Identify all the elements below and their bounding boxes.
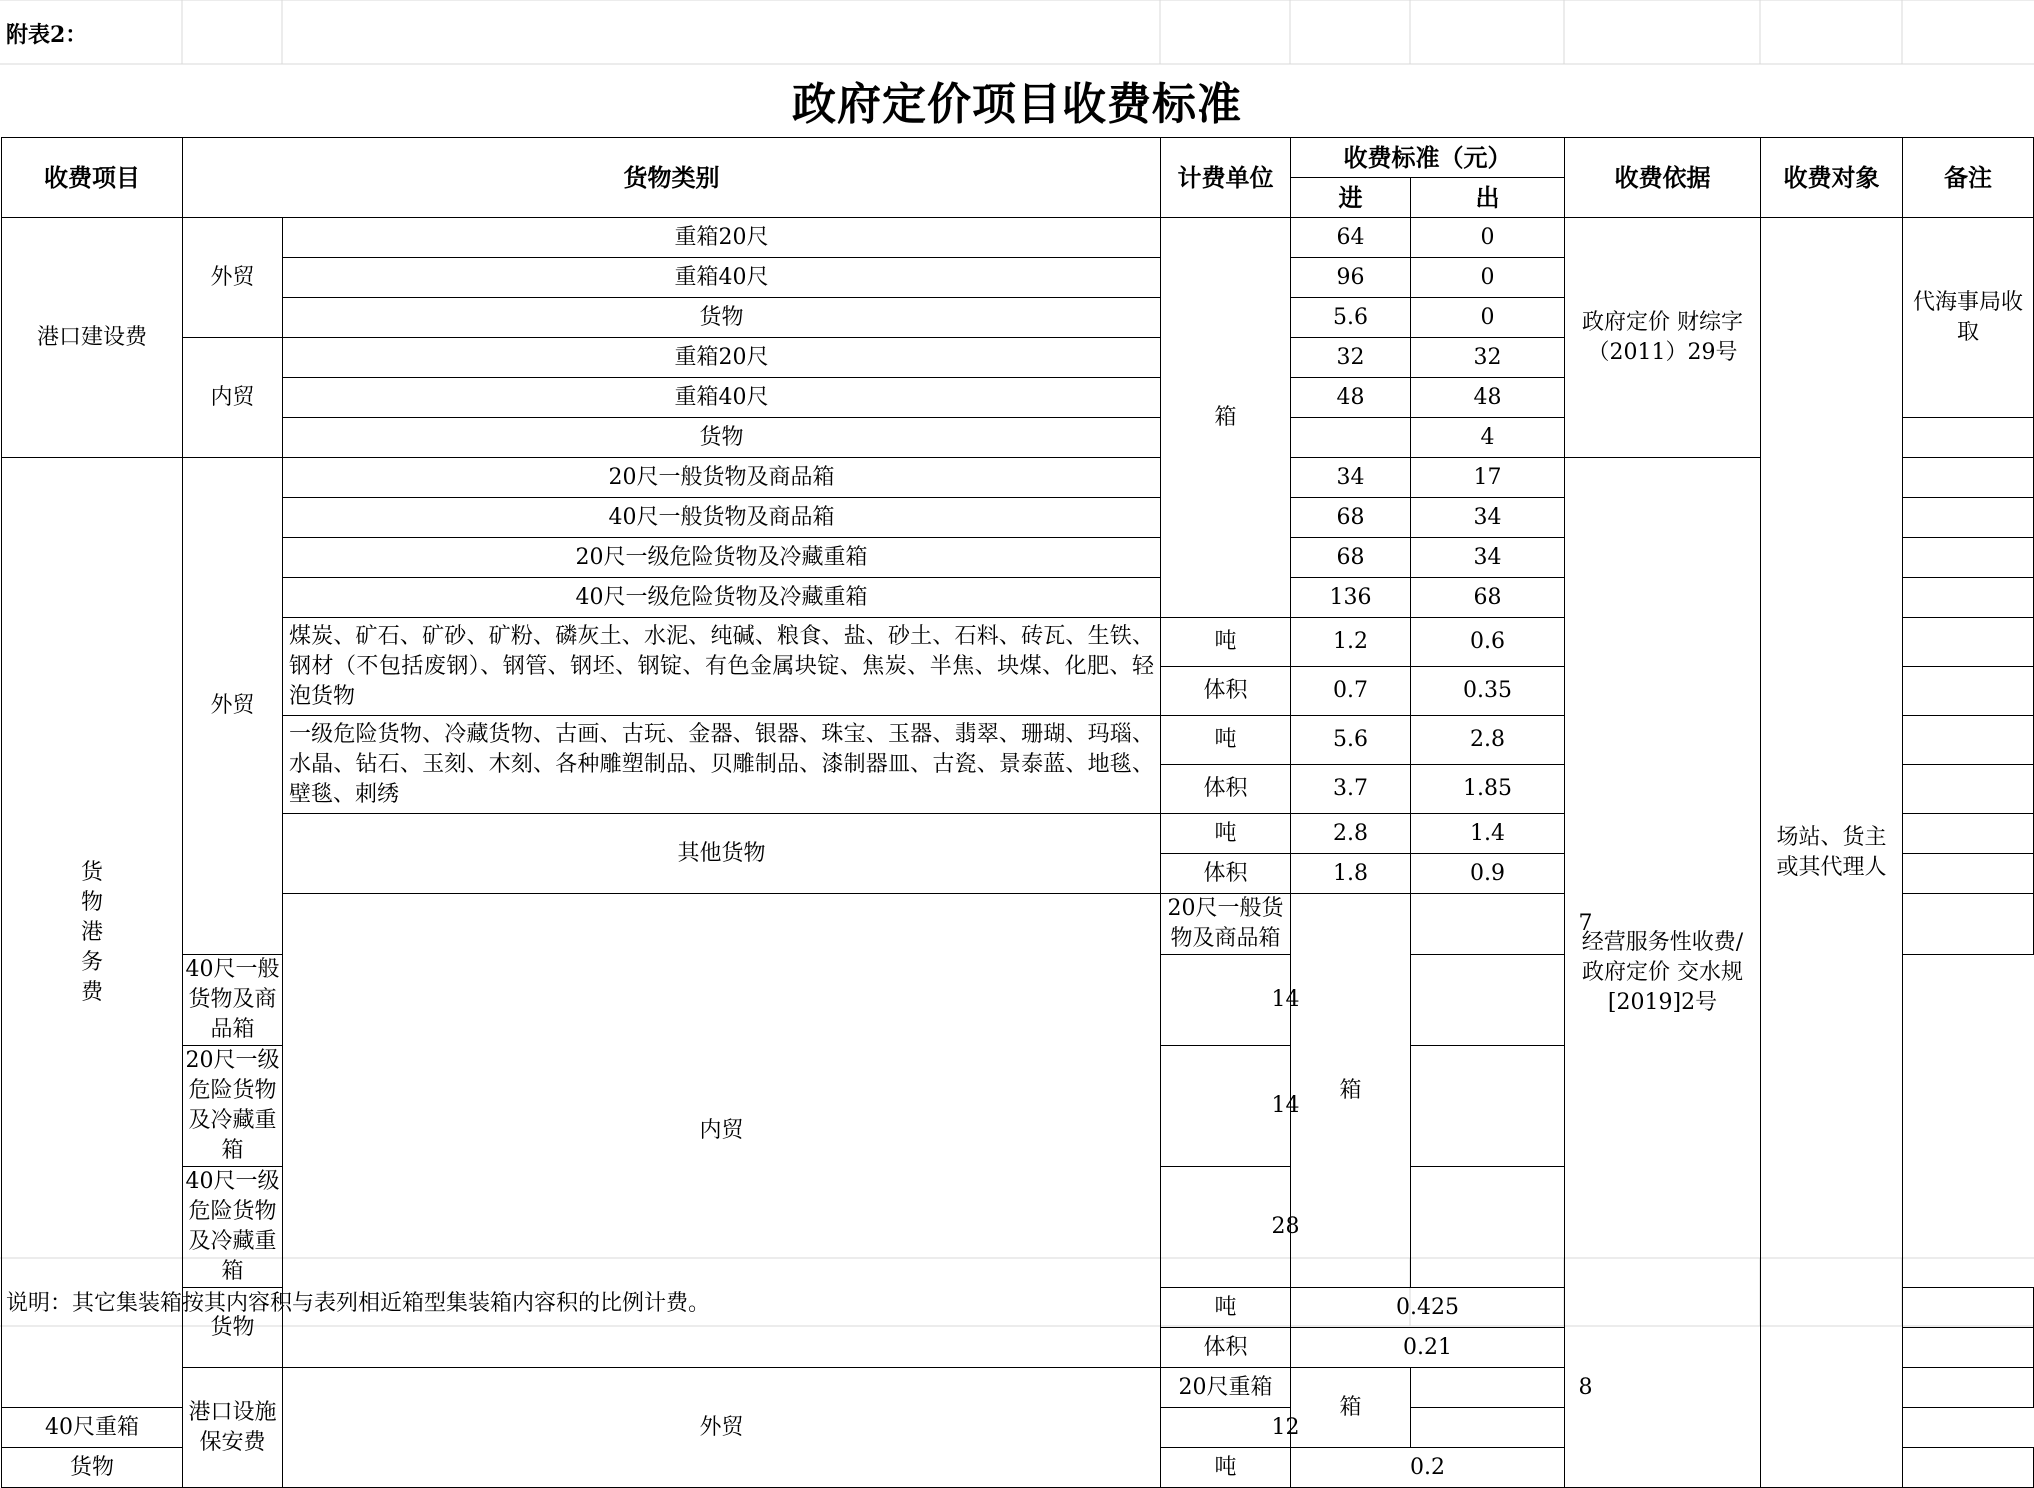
unit-cell: 吨 [1161,716,1291,765]
header-item: 收费项目 [2,138,183,218]
category-cell: 重箱40尺 [283,258,1161,298]
remark-empty-cell [1903,894,2034,955]
category-cell: 重箱40尺 [283,378,1161,418]
fee-merged-cell: 8 [1411,1368,1761,1408]
fee-out-cell: 0 [1411,298,1565,338]
annex-label: 附表2： [6,22,88,48]
footnote: 说明：其它集装箱按其内容积与表列相近箱型集装箱内容积的比例计费。 [6,1291,711,1316]
unit-cell: 体积 [1161,667,1291,716]
fee-out-cell: 32 [1411,338,1565,378]
fee-in-cell: 0.7 [1291,667,1411,716]
fee-out-cell: 0.6 [1411,618,1565,667]
category-cell: 20尺一级危险货物及冷藏重箱 [283,538,1161,578]
remark-empty-cell [1903,418,2034,458]
fee-out-cell: 34 [1411,498,1565,538]
fee-out-cell: 2.8 [1411,716,1565,765]
fee-in-cell: 32 [1291,338,1411,378]
fee-in-cell: 96 [1291,258,1411,298]
remark-empty-cell [1903,667,2034,716]
header-in: 进 [1291,178,1411,218]
category-cell: 20尺一般货物及商品箱 [1161,894,1291,955]
remark-empty-cell [1411,1408,1565,1448]
section-construction-name: 港口建设费 [2,218,183,458]
unit-cell: 吨 [1161,618,1291,667]
category-cell: 40尺一级危险货物及冷藏重箱 [183,1167,283,1288]
fee-out-cell: 68 [1411,578,1565,618]
fee-in-cell: 34 [1291,458,1411,498]
fee-out-cell: 0 [1411,258,1565,298]
category-cell: 20尺一级危险货物及冷藏重箱 [183,1046,283,1167]
fee-out-cell: 4 [1411,418,1565,458]
fee-merged-cell: 12 [1161,1408,1411,1448]
category-cell: 重箱20尺 [283,218,1161,258]
header-unit: 计费单位 [1161,138,1291,218]
category-cell: 货物 [2,1448,183,1488]
fee-in-cell: 68 [1291,538,1411,578]
fee-in-cell: 1.2 [1291,618,1411,667]
fee-out-cell: 34 [1411,538,1565,578]
unit-box-cell: 箱 [1161,218,1291,618]
fee-in-cell: 5.6 [1291,298,1411,338]
header-basis: 收费依据 [1565,138,1761,218]
unit-box-cell: 箱 [1291,894,1411,1288]
bulk-category-1: 煤炭、矿石、矿砂、矿粉、磷灰土、水泥、纯碱、粮食、盐、砂土、石料、砖瓦、生铁、钢材（不包括废钢）、钢管、钢坯、钢锭、有色金属块锭、焦炭、半焦、块煤、化肥、轻泡货物 [283,618,1161,716]
remark-empty-cell [1903,854,2034,894]
fee-out-cell: 0 [1411,218,1565,258]
category-cell: 40尺一级危险货物及冷藏重箱 [283,578,1161,618]
fee-in-cell: 1.8 [1291,854,1411,894]
fee-in-cell: 48 [1291,378,1411,418]
fee-in-cell: 2.8 [1291,814,1411,854]
header-out: 出 [1411,178,1565,218]
header-remark: 备注 [1903,138,2034,218]
fee-in-cell: 3.7 [1291,765,1411,814]
fee-out-cell: 48 [1411,378,1565,418]
fee-merged-cell: 0.21 [1291,1328,1565,1368]
header-target: 收费对象 [1761,138,1903,218]
fee-out-cell: 17 [1411,458,1565,498]
remark-empty-cell [1903,1288,2034,1328]
security-foreign-label: 外贸 [283,1368,1161,1488]
remark-empty-cell [1411,1167,1565,1288]
fee-in-cell: 136 [1291,578,1411,618]
unit-cell: 吨 [1161,1448,1291,1488]
remark-empty-cell [1903,458,2034,498]
unit-cell: 吨 [1161,1288,1291,1328]
cargo-foreign-label: 外贸 [183,458,283,955]
fee-merged-cell: 14 [1161,1046,1411,1167]
construction-foreign-label: 外贸 [183,218,283,338]
category-cell: 货物 [283,418,1161,458]
fee-merged-cell: 28 [1161,1167,1411,1288]
unit-cell: 吨 [1161,814,1291,854]
fee-in-cell: 5.6 [1291,716,1411,765]
category-cell: 20尺重箱 [1161,1368,1291,1408]
unit-cell: 体积 [1161,854,1291,894]
fee-in-cell: 68 [1291,498,1411,538]
fee-in-cell [1291,418,1411,458]
fee-in-cell: 64 [1291,218,1411,258]
construction-basis: 政府定价 财综字（2011）29号 [1565,218,1761,458]
construction-remark: 代海事局收取 [1903,218,2034,418]
remark-empty-cell [1903,1368,2034,1408]
fee-out-cell: 1.4 [1411,814,1565,854]
fee-merged-cell: 0.425 [1291,1288,1565,1328]
other-goods-category: 其他货物 [283,814,1161,894]
remark-empty-cell [1903,814,2034,854]
category-cell: 货物 [183,1288,283,1368]
unit-cell: 体积 [1161,765,1291,814]
remark-empty-cell [1903,716,2034,765]
fee-out-cell: 1.85 [1411,765,1565,814]
header-category: 货物类别 [183,138,1161,218]
fee-out-cell: 0.35 [1411,667,1565,716]
category-cell: 40尺一般货物及商品箱 [283,498,1161,538]
category-cell: 40尺重箱 [2,1408,183,1448]
category-cell: 40尺一般货物及商品箱 [183,955,283,1046]
unit-cell: 体积 [1161,1328,1291,1368]
header-standard: 收费标准（元） [1291,138,1565,178]
cargo-domestic-label: 内贸 [283,894,1161,1368]
fee-merged-cell: 7 [1411,894,1761,955]
remark-empty-cell [1903,1448,2034,1488]
fee-merged-cell: 14 [1161,955,1411,1046]
remark-empty-cell [1411,955,1565,1046]
category-cell: 重箱20尺 [283,338,1161,378]
section-security-name: 港口设施保安费 [183,1368,283,1488]
cargo-basis: 经营服务性收费/政府定价 交水规[2019]2号 [1565,458,1761,1488]
bulk-category-2: 一级危险货物、冷藏货物、古画、古玩、金器、银器、珠宝、玉器、翡翠、珊瑚、玛瑙、水晶、钻石、玉刻、木刻、各种雕塑制品、贝雕制品、漆制器皿、古瓷、景泰蓝、地毯、壁毯、刺绣 [283,716,1161,814]
unit-box-cell: 箱 [1291,1368,1411,1448]
page-title: 政府定价项目收费标准 [792,79,1242,130]
remark-empty-cell [1903,765,2034,814]
remark-empty-cell [1903,498,2034,538]
target-cell: 场站、货主或其代理人 [1761,218,1903,1488]
category-cell: 货物 [283,298,1161,338]
fee-merged-cell: 0.2 [1291,1448,1565,1488]
remark-empty-cell [1903,538,2034,578]
remark-empty-cell [1903,578,2034,618]
remark-empty-cell [1411,1046,1565,1167]
remark-empty-cell [1903,618,2034,667]
fee-out-cell: 0.9 [1411,854,1565,894]
construction-domestic-label: 内贸 [183,338,283,458]
category-cell: 20尺一般货物及商品箱 [283,458,1161,498]
remark-empty-cell [1903,1328,2034,1368]
section-cargo-name: 货 物 港 务 费 [2,458,183,1408]
